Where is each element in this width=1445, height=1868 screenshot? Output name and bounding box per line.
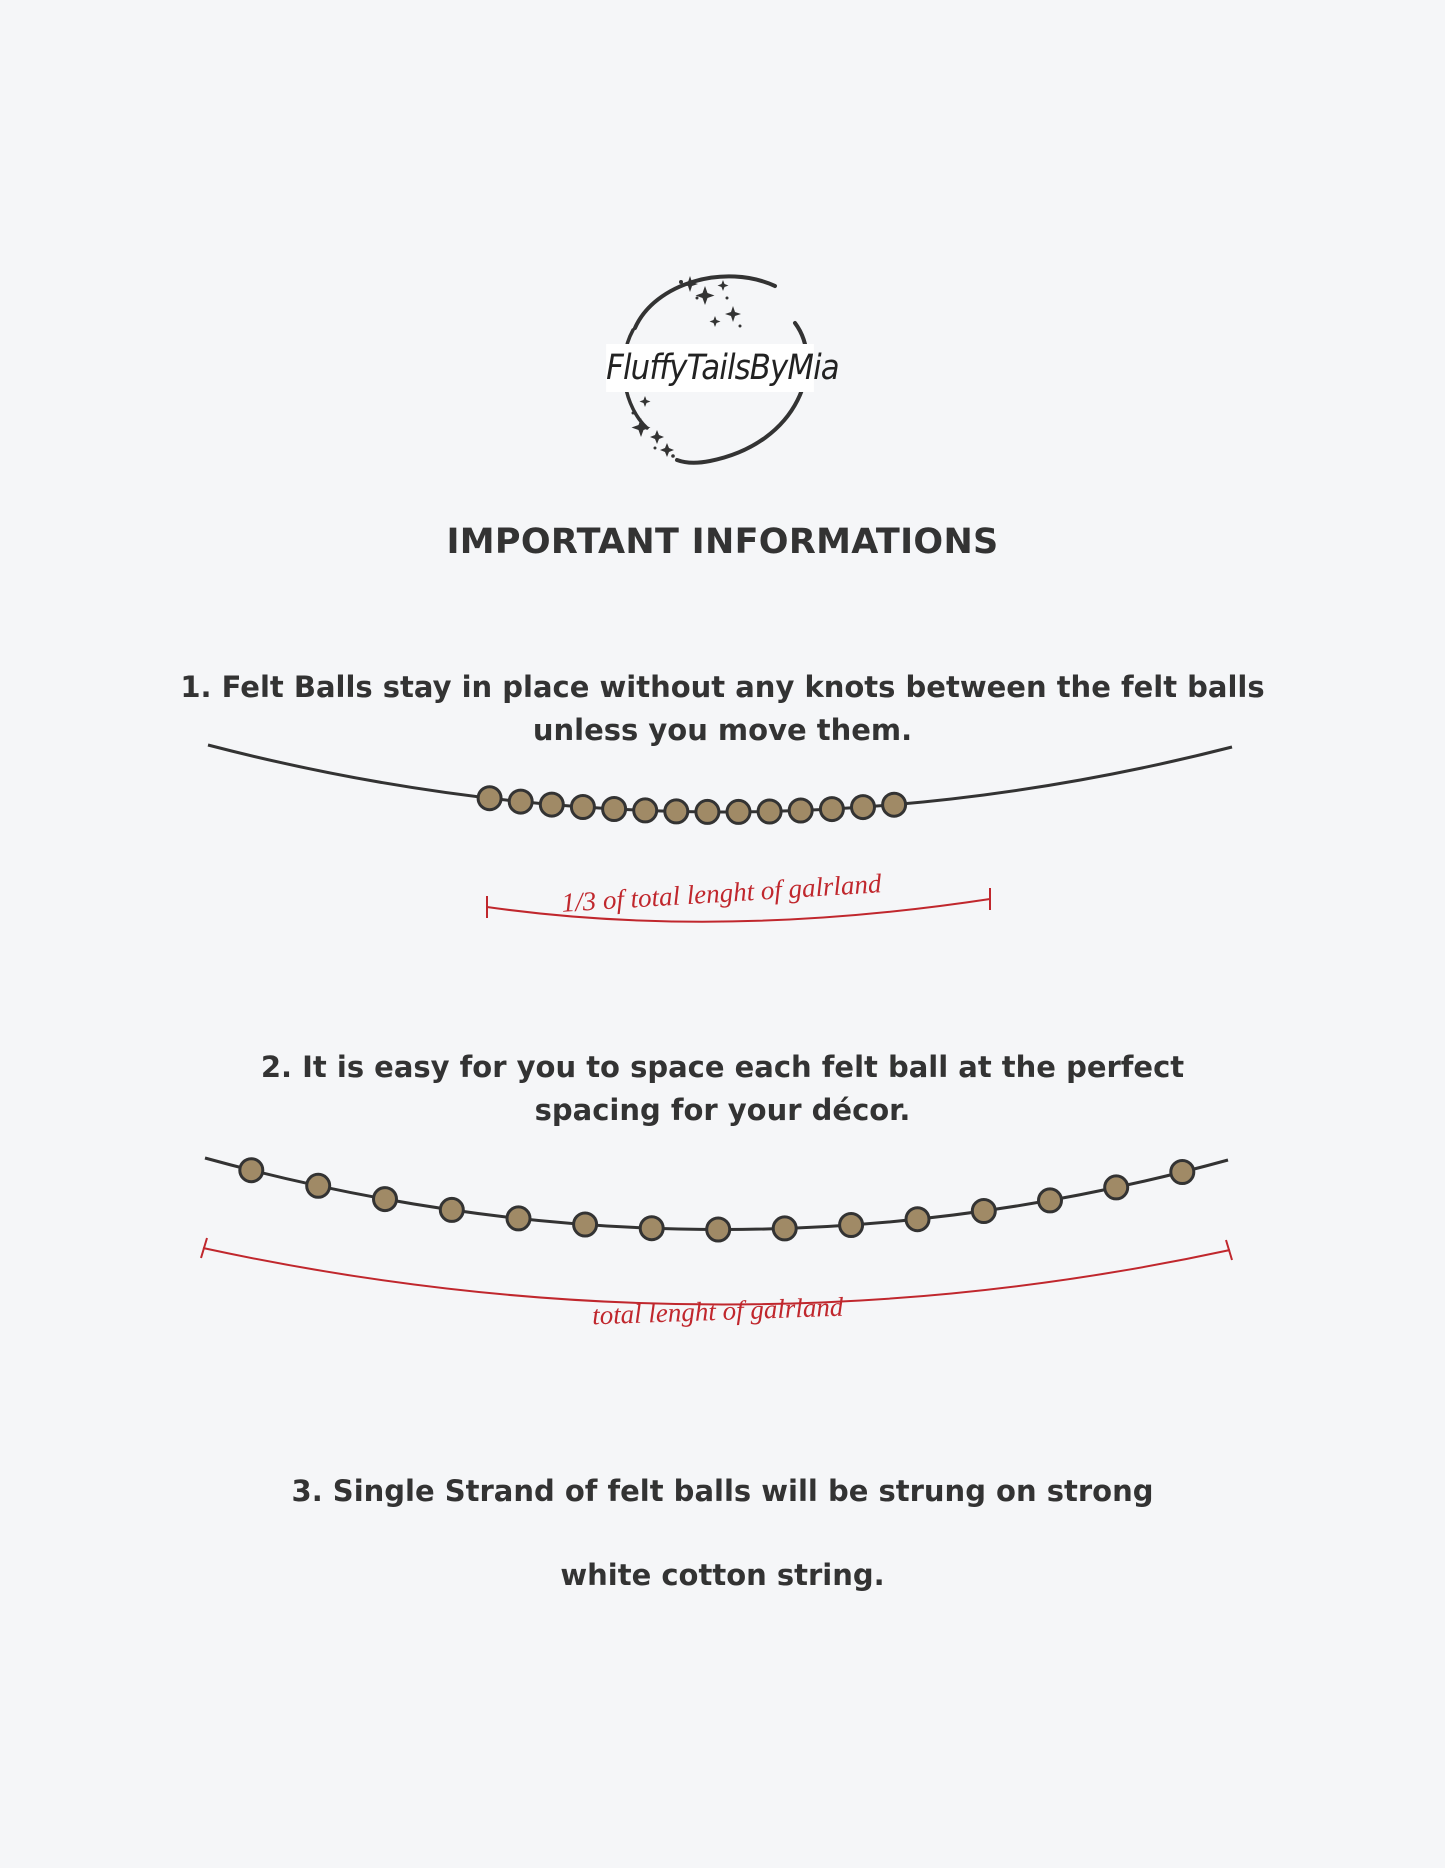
- logo-brand-text: FluffyTailsByMia: [606, 344, 814, 392]
- garland-diagram-2: [0, 1140, 1445, 1350]
- info-item-1-line-2: unless you move them.: [532, 713, 913, 747]
- felt-ball-d1-3: [540, 793, 563, 816]
- felt-ball-d2-14: [1105, 1176, 1128, 1199]
- felt-ball-d1-13: [852, 796, 875, 819]
- dimension-label-2: total lenght of galrland: [591, 1291, 844, 1331]
- felt-ball-d1-2: [509, 790, 532, 813]
- felt-balls-group-2: [240, 1159, 1194, 1241]
- felt-ball-d2-13: [1039, 1189, 1062, 1212]
- felt-ball-d1-14: [883, 793, 906, 816]
- felt-balls-group-1: [478, 787, 905, 824]
- dimension-label-1: 1/3 of total lenght of galrland: [560, 868, 883, 918]
- felt-ball-d1-1: [478, 787, 501, 810]
- felt-ball-d1-12: [820, 798, 843, 821]
- felt-ball-d2-10: [840, 1214, 863, 1237]
- info-item-2-line-2: spacing for your décor.: [534, 1093, 911, 1127]
- felt-ball-d2-7: [640, 1217, 663, 1240]
- felt-ball-d1-4: [571, 796, 594, 819]
- info-item-3-line-1: 3. Single Strand of felt balls will be strung on strong: [291, 1474, 1154, 1508]
- felt-ball-d1-5: [603, 798, 626, 821]
- info-item-2: [0, 1046, 1445, 1132]
- felt-ball-d2-2: [307, 1174, 330, 1197]
- garland-diagram-1: [0, 730, 1445, 940]
- garland-string-1: [208, 745, 1232, 812]
- felt-ball-d2-8: [707, 1218, 730, 1241]
- felt-ball-d1-10: [758, 800, 781, 823]
- info-item-1-line-1: 1. Felt Balls stay in place without any knots between the felt balls: [180, 670, 1265, 704]
- felt-ball-d2-1: [240, 1159, 263, 1182]
- felt-ball-d2-9: [773, 1217, 796, 1240]
- info-item-2-line-1: 2. It is easy for you to space each felt ball at the perfect: [260, 1050, 1185, 1084]
- page-title: IMPORTANT INFORMATIONS: [446, 522, 999, 562]
- felt-ball-d2-12: [972, 1200, 995, 1223]
- felt-ball-d2-4: [440, 1198, 463, 1221]
- felt-ball-d1-7: [665, 800, 688, 823]
- felt-ball-d2-6: [574, 1213, 597, 1236]
- felt-ball-d2-3: [374, 1188, 397, 1211]
- info-item-3-line-2: white cotton string.: [560, 1558, 885, 1592]
- felt-ball-d1-11: [789, 799, 812, 822]
- felt-ball-d2-11: [906, 1208, 929, 1231]
- felt-ball-d1-9: [727, 800, 750, 823]
- felt-ball-d1-6: [634, 799, 657, 822]
- felt-ball-d1-8: [696, 800, 719, 823]
- felt-ball-d2-15: [1171, 1161, 1194, 1184]
- felt-ball-d2-5: [507, 1207, 530, 1230]
